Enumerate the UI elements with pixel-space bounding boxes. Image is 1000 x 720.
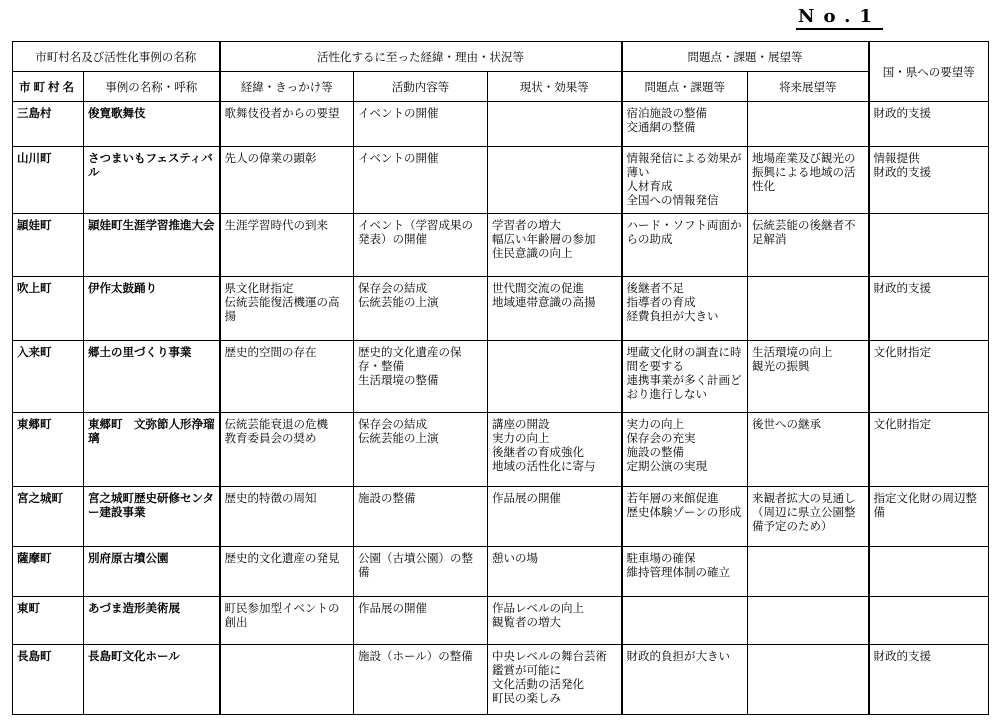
header-effect: 現状・効果等 <box>488 72 622 102</box>
municipality-cell: 入来町 <box>13 340 84 412</box>
background-cell <box>220 487 354 546</box>
request-cell <box>869 147 989 214</box>
cell-line: 定期公演の実現 <box>626 458 708 473</box>
cell-line: 若年層の来館促進 <box>626 491 719 506</box>
page-number: No.1 <box>796 6 883 30</box>
cell-line: 生活環境の向上 <box>752 344 833 359</box>
cell-line: 世代間交流の促進 <box>492 281 584 296</box>
case-name-cell: 東郷町 文弥節人形浄瑠璃 <box>84 412 220 487</box>
cell-line: 保存会の結成 <box>358 416 427 431</box>
case-name-cell: 頴娃町生涯学習推進大会 <box>84 213 220 277</box>
activation-case-table <box>12 41 989 715</box>
cell-line: 維持管理体制の確立 <box>626 564 731 579</box>
cell-line: 財政的支援 <box>873 165 932 180</box>
case-name-cell: さつまいもフェスティバル <box>84 147 220 214</box>
cell-line: 観覧者の増大 <box>492 615 561 630</box>
municipality-cell: 三島村 <box>13 102 84 147</box>
municipality-cell: 東郷町 <box>13 412 84 487</box>
header-outlook: 将来展望等 <box>748 72 869 102</box>
cell-line: 伝統芸能の上演 <box>358 295 439 310</box>
header-municipality: 市町村名 <box>13 72 84 102</box>
cell-line: 駐車場の確保 <box>626 550 696 565</box>
cell-line: 埋蔵文化財の調査に時間を要する <box>626 344 742 373</box>
cell-line: 指定文化財の周辺整備 <box>873 491 978 520</box>
outlook-cell <box>748 102 869 147</box>
cell-line: 先人の偉業の顕彰 <box>224 151 317 166</box>
background-cell <box>220 102 354 147</box>
effect-cell <box>488 340 622 412</box>
cell-line: 経費負担が大きい <box>626 309 719 324</box>
background-cell <box>220 412 354 487</box>
activity-cell <box>354 412 488 487</box>
header-group-background: 活性化するに至った経緯・理由・状況等 <box>220 42 622 72</box>
cell-line: 住民意識の向上 <box>492 245 573 260</box>
header-activity: 活動内容等 <box>354 72 488 102</box>
municipality-cell: 吹上町 <box>13 277 84 341</box>
municipality-cell: 宮之城町 <box>13 487 84 546</box>
municipality-cell: 山川町 <box>13 147 84 214</box>
cell-line: 施設の整備 <box>626 444 685 459</box>
cell-line: イベントの開催 <box>358 151 439 166</box>
problem-cell <box>622 487 748 546</box>
background-cell <box>220 340 354 412</box>
cell-line: 伝統芸能の後継者不足解消 <box>752 217 856 246</box>
header-case-name: 事例の名称・呼称 <box>84 72 220 102</box>
request-cell <box>869 277 989 341</box>
effect-cell <box>488 213 622 277</box>
header-request: 国・県への要望等 <box>869 42 989 102</box>
cell-line: 交通網の整備 <box>626 120 696 134</box>
effect-cell <box>488 277 622 341</box>
cell-line: 県文化財指定 <box>224 281 294 296</box>
case-name-cell: 長島町文化ホール <box>84 645 220 715</box>
activity-cell <box>354 597 488 645</box>
case-name-cell: 別府原古墳公園 <box>84 546 220 596</box>
outlook-cell <box>748 277 869 341</box>
municipality-cell: 長島町 <box>13 645 84 715</box>
cell-line: 作品レベルの向上 <box>492 601 584 616</box>
table-row <box>13 340 989 412</box>
cell-line: 人材育成 <box>626 179 673 194</box>
cell-line: 作品展の開催 <box>492 491 561 506</box>
table-row <box>13 645 989 715</box>
outlook-cell <box>748 147 869 214</box>
table-row <box>13 597 989 645</box>
request-cell <box>869 412 989 487</box>
cell-line: 中央レベルの舞台芸術鑑賞が可能に <box>492 649 607 678</box>
activity-cell <box>354 277 488 341</box>
cell-line: 歴史的文化遺産の保存・整備 <box>358 344 462 373</box>
background-cell <box>220 277 354 341</box>
cell-line: 文化財指定 <box>873 344 932 359</box>
cell-line: 全国への情報発信 <box>626 193 719 208</box>
activity-cell <box>354 487 488 546</box>
cell-line: 生涯学習時代の到来 <box>224 217 328 232</box>
outlook-cell <box>748 340 869 412</box>
header-group-issues: 問題点・課題・展望等 <box>622 42 869 72</box>
cell-line: 公園（古墳公園）の整備 <box>358 550 473 579</box>
table-row <box>13 102 989 147</box>
outlook-cell <box>748 645 869 715</box>
header-problem: 問題点・課題等 <box>622 72 748 102</box>
cell-line: 講座の開設 <box>492 416 550 431</box>
case-name-cell: 郷土の里づくり事業 <box>84 340 220 412</box>
background-cell <box>220 147 354 214</box>
background-cell <box>220 645 354 715</box>
cell-line: 指導者の育成 <box>626 295 696 310</box>
cell-line: 施設（ホール）の整備 <box>358 649 473 664</box>
background-cell <box>220 597 354 645</box>
cell-line: 歴史的空間の存在 <box>224 344 317 359</box>
request-cell <box>869 546 989 596</box>
activity-cell <box>354 213 488 277</box>
table-row <box>13 213 989 277</box>
cell-line: 情報発信による効果が薄い <box>626 151 742 180</box>
cell-line: 教育委員会の奨め <box>224 430 317 445</box>
request-cell <box>869 340 989 412</box>
cell-line: 歌舞伎役者からの要望 <box>224 106 340 120</box>
cell-line: 幅広い年齢層の参加 <box>492 231 596 246</box>
outlook-cell <box>748 213 869 277</box>
cell-line: 後継者の育成強化 <box>492 444 584 459</box>
problem-cell <box>622 412 748 487</box>
cell-line: 町民参加型イベントの創出 <box>224 601 340 630</box>
problem-cell <box>622 147 748 214</box>
background-cell <box>220 546 354 596</box>
cell-line: イベントの開催 <box>358 106 439 120</box>
cell-line: 地域の活性化に寄与 <box>492 458 596 473</box>
activity-cell <box>354 340 488 412</box>
municipality-cell: 薩摩町 <box>13 546 84 596</box>
cell-line: 歴史的特徴の周知 <box>224 491 317 506</box>
case-name-cell: 伊作太鼓踊り <box>84 277 220 341</box>
case-name-cell: 宮之城町歴史研修センター建設事業 <box>84 487 220 546</box>
cell-line: 文化財指定 <box>873 416 932 431</box>
effect-cell <box>488 412 622 487</box>
cell-line: 財政的支援 <box>873 649 932 664</box>
request-cell <box>869 487 989 546</box>
cell-line: ハード・ソフト両面からの助成 <box>626 217 742 246</box>
request-cell <box>869 102 989 147</box>
effect-cell <box>488 645 622 715</box>
cell-line: 文化活動の活発化 <box>492 677 584 692</box>
municipality-cell: 東町 <box>13 597 84 645</box>
cell-line: 保存会の充実 <box>626 430 696 445</box>
cell-line: 観光の振興 <box>752 358 810 373</box>
cell-line: 財政的支援 <box>873 106 932 120</box>
header-group-case: 市町村名及び活性化事例の名称 <box>13 42 220 72</box>
activity-cell <box>354 147 488 214</box>
cell-line: 施設の整備 <box>358 491 416 506</box>
cell-line: 学習者の増大 <box>492 217 561 232</box>
problem-cell <box>622 340 748 412</box>
cell-line: 保存会の結成 <box>358 281 427 296</box>
table-row <box>13 412 989 487</box>
cell-line: 町民の楽しみ <box>492 691 561 706</box>
outlook-cell <box>748 487 869 546</box>
cell-line: 実力の向上 <box>492 430 550 445</box>
cell-line: 後継者不足 <box>626 281 685 296</box>
problem-cell <box>622 213 748 277</box>
request-cell <box>869 597 989 645</box>
cell-line: 作品展の開催 <box>358 601 427 616</box>
cell-line: イベント（学習成果の発表）の開催 <box>358 217 473 246</box>
outlook-cell <box>748 597 869 645</box>
table-row <box>13 147 989 214</box>
cell-line: 地域連帯意識の高揚 <box>492 295 596 310</box>
background-cell <box>220 213 354 277</box>
cell-line: 地場産業及び観光の振興による地域の活性化 <box>752 151 856 194</box>
cell-line: 伝統芸能の上演 <box>358 430 439 445</box>
effect-cell <box>488 147 622 214</box>
case-name-cell: 俊寛歌舞伎 <box>84 102 220 147</box>
cell-line: 財政的負担が大きい <box>626 649 731 664</box>
problem-cell <box>622 277 748 341</box>
cell-line: 連携事業が多く計画どおり進行しない <box>626 372 742 401</box>
table-row <box>13 277 989 341</box>
municipality-cell: 頴娃町 <box>13 213 84 277</box>
header-background: 経緯・きっかけ等 <box>220 72 354 102</box>
activity-cell <box>354 102 488 147</box>
activity-cell <box>354 645 488 715</box>
cell-line: 歴史的文化遺産の発見 <box>224 550 340 565</box>
cell-line: 実力の向上 <box>626 416 685 431</box>
problem-cell <box>622 645 748 715</box>
activity-cell <box>354 546 488 596</box>
cell-line: 情報提供 <box>873 151 920 166</box>
outlook-cell <box>748 412 869 487</box>
cell-line: 後世への継承 <box>752 416 822 431</box>
cell-line: 歴史体験ゾーンの形成 <box>626 505 742 520</box>
effect-cell <box>488 102 622 147</box>
cell-line: 生活環境の整備 <box>358 372 439 387</box>
problem-cell <box>622 546 748 596</box>
outlook-cell <box>748 546 869 596</box>
problem-cell <box>622 597 748 645</box>
table-row <box>13 487 989 546</box>
table-body <box>13 102 989 715</box>
cell-line: 伝統芸能衰退の危機 <box>224 416 328 431</box>
table-row <box>13 546 989 596</box>
effect-cell <box>488 546 622 596</box>
cell-line: 伝統芸能復活機運の高揚 <box>224 295 340 324</box>
effect-cell <box>488 487 622 546</box>
cell-line: 宿泊施設の整備 <box>626 106 708 120</box>
request-cell <box>869 213 989 277</box>
cell-line: 財政的支援 <box>873 281 932 296</box>
cell-line: 来観者拡大の見通し（周辺に県立公園整備予定のため） <box>752 491 856 534</box>
cell-line: 憩いの場 <box>492 550 538 565</box>
request-cell <box>869 645 989 715</box>
problem-cell <box>622 102 748 147</box>
case-name-cell: あづま造形美術展 <box>84 597 220 645</box>
effect-cell <box>488 597 622 645</box>
